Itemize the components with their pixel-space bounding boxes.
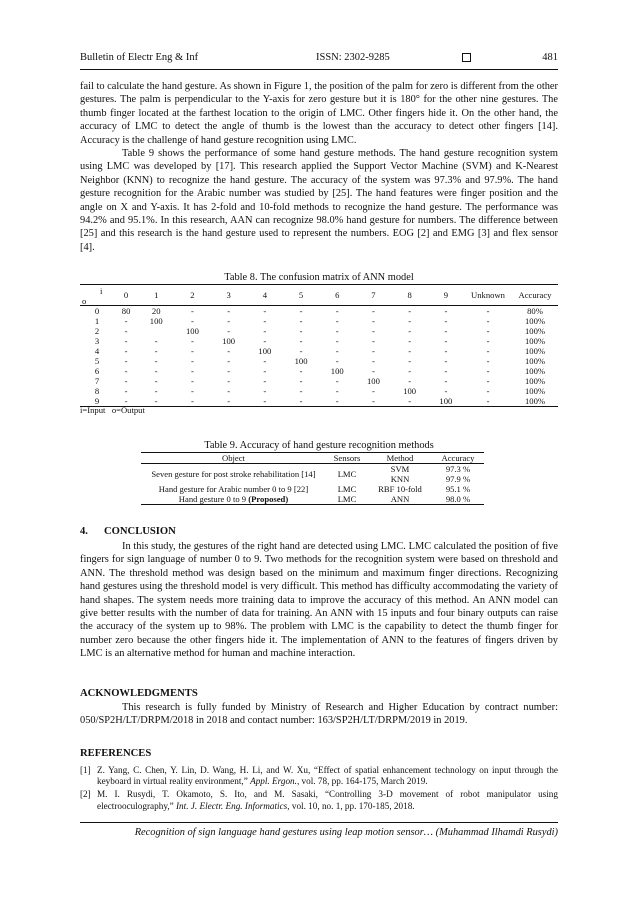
table8-cell: - bbox=[124, 356, 128, 366]
table8-row bbox=[80, 336, 558, 346]
table8-cell: - bbox=[486, 336, 490, 346]
table8-cell: - bbox=[486, 306, 490, 316]
table8-cell: - bbox=[392, 396, 428, 407]
table8-caption: Table 8. The confusion matrix of ANN model bbox=[224, 272, 414, 283]
table8-cell: - bbox=[190, 386, 194, 396]
table9-object: Seven gesture for post stroke rehabilitation [14] bbox=[151, 469, 316, 479]
table8-cell: - bbox=[174, 396, 210, 407]
table9-col-header: Object bbox=[141, 453, 326, 464]
table8-row-label: 9 bbox=[80, 396, 114, 407]
table8-cell: - bbox=[372, 356, 375, 366]
table8-cell bbox=[138, 326, 174, 336]
corner-input-label: i bbox=[100, 286, 103, 296]
table8-cell: 100 bbox=[149, 316, 163, 326]
acknowledgments-heading: ACKNOWLEDGMENTS bbox=[80, 688, 198, 699]
table8-cell: - bbox=[486, 316, 490, 326]
table9-accuracy: 98.0 % bbox=[432, 494, 484, 505]
reference-details: , vol. 78, pp. 164-175, March 2019. bbox=[296, 776, 428, 787]
table8-cell: 100 bbox=[185, 326, 199, 336]
table9-accuracy: 97.3 % bbox=[445, 464, 471, 474]
table8-cell: - bbox=[408, 366, 412, 376]
table8-cell: - bbox=[263, 376, 267, 386]
table8-cell: - bbox=[335, 346, 339, 356]
table8-cell: - bbox=[227, 356, 231, 366]
conclusion-paragraph: In this study, the gestures of the right hand are detected using LMC. LMC calculated the position of five fingers for sign language of number 0 to 9. Two methods for the recognition system were based on threshold and ANN. The threshold method was design based on the minimum and maximum finger directions. Recognizing hand gestures using the threshold model is very difficult. This method has difficulty accommodating the variety of hand shapes. The system needs more training data to improve the accuracy of this method. An ANN model can give better results with the number of data for training. An ANN with 15 inputs and four binary outputs can raise the accuracy of the system up to 98%. The problem with LMC is the capability to detect the thumb finger for number zero because the other fingers hide it. The implementation of ANN to the features of fingers driven by LMC is an alternative method for human and machine interaction. bbox=[80, 541, 558, 660]
table8-row-label: 4 bbox=[94, 346, 100, 356]
reference-number: [2] bbox=[80, 789, 91, 800]
table8-cell: 100 bbox=[222, 336, 236, 346]
table8-cell: - bbox=[408, 336, 412, 346]
table8-cell: 100 bbox=[294, 356, 308, 366]
references-heading: REFERENCES bbox=[80, 748, 152, 759]
table8-cell: - bbox=[263, 356, 267, 366]
running-header bbox=[80, 52, 558, 68]
table8-row-label: 8 bbox=[94, 386, 100, 396]
table8-row bbox=[80, 306, 558, 317]
table8-cell: 20 bbox=[151, 306, 161, 316]
table8-cell: - bbox=[299, 306, 303, 316]
table8-col-header: Unknown bbox=[464, 285, 512, 306]
table8-cell: 100% bbox=[524, 386, 546, 396]
table8-cell: - bbox=[299, 326, 303, 336]
table8-cell: - bbox=[190, 366, 194, 376]
table8-row bbox=[80, 356, 558, 366]
table8-cell: - bbox=[408, 346, 412, 356]
proposed-label: (Proposed) bbox=[248, 494, 289, 504]
table8-cell: - bbox=[154, 356, 158, 366]
table8-row-label: 0 bbox=[94, 306, 100, 316]
table8-cell: - bbox=[154, 346, 158, 356]
table8-row-label: 1 bbox=[94, 316, 100, 326]
table8-row bbox=[80, 346, 558, 356]
table8-header-row bbox=[80, 285, 558, 306]
table8-cell: - bbox=[190, 346, 194, 356]
reference-number: [1] bbox=[80, 765, 91, 775]
acknowledgments-paragraph: This research is fully funded by Ministry of Research and Higher Education by contract number: 050/SP2H/LT/DRPM/2018 in 2018 and contact number: 163/SP2H/LT/DRPM/2019 in 2019. bbox=[80, 702, 558, 727]
table8-cell: - bbox=[408, 316, 412, 326]
table9-object bbox=[141, 494, 326, 505]
header-rule bbox=[80, 69, 558, 70]
table8-cell: - bbox=[190, 336, 194, 346]
table8-cell: - bbox=[444, 376, 448, 386]
table8-cell: - bbox=[227, 326, 231, 336]
table8-cell: - bbox=[124, 336, 128, 346]
table8-cell: - bbox=[299, 366, 303, 376]
table8-cell: - bbox=[408, 376, 412, 386]
table8-cell: - bbox=[227, 346, 231, 356]
table8-row-label: 6 bbox=[94, 366, 100, 376]
body-paragraph-1: fail to calculate the hand gesture. As shown in Figure 1, the position of the palm for zero is different from the other gestures. The palm is perpendicular to the Y-axis for zero gesture but it is 180° for the other nine gestures. The thumb finger located at the farthest location to the origin of LMC. Other fingers hide it. On the other hand, the accuracy of LMC to detect the angle of thumb is the lowest than the accuracy to detect other fingers [14]. Accuracy is the challenge of hand gesture recognition using LMC. bbox=[80, 81, 558, 146]
journal-name: Bulletin of Electr Eng & Inf bbox=[80, 52, 199, 63]
table8-cell: - bbox=[408, 306, 412, 316]
table8-cell: - bbox=[486, 386, 490, 396]
table9-row bbox=[141, 494, 484, 505]
table8-cell: - bbox=[444, 336, 448, 346]
table8-cell: - bbox=[355, 396, 391, 407]
table8-cell: - bbox=[227, 306, 231, 316]
table8-cell: - bbox=[190, 306, 194, 316]
table8-cell: - bbox=[408, 326, 412, 336]
table8-cell: 100% bbox=[524, 326, 546, 336]
confusion-matrix-table bbox=[80, 284, 558, 407]
table8-cell: 100 bbox=[330, 366, 344, 376]
table8-row-label: 7 bbox=[94, 376, 100, 386]
table8-cell: 80 bbox=[121, 306, 131, 316]
table8-row bbox=[80, 366, 558, 376]
table8-cell: 100% bbox=[524, 316, 546, 326]
accuracy-table bbox=[141, 452, 484, 505]
table8-cell: - bbox=[154, 366, 158, 376]
table8-cell: - bbox=[372, 336, 375, 346]
table8-cell: - bbox=[154, 336, 158, 346]
table8-cell: - bbox=[154, 386, 158, 396]
table8-cell: 100% bbox=[524, 376, 546, 386]
table8-cell: - bbox=[263, 366, 267, 376]
table8-cell: - bbox=[227, 386, 231, 396]
reference-details: , vol. 10, no. 1, pp. 170-185, 2018. bbox=[287, 800, 415, 811]
table9-object-prefix: Hand gesture 0 to 9 bbox=[178, 494, 249, 504]
table9-caption: Table 9. Accuracy of hand gesture recognition methods bbox=[204, 440, 434, 451]
reference-text: M. I. Rusydi, T. Okamoto, S. Ito, and M. Sasaki, “Controlling 3-D movement of robot manipulator using electrooculography,” bbox=[97, 789, 558, 811]
table8-note: i=Input o=Output bbox=[80, 405, 145, 415]
table8-cell: - bbox=[335, 336, 339, 346]
table8-cell: - bbox=[335, 386, 339, 396]
body-paragraph-2: Table 9 shows the performance of some hand gesture methods. The hand gesture recognition system using LMC was developed by [17]. This research applied the Support Vector Machine (SVM) and K-Nearest Neighbor (KNN) to recognize the hand gesture. The accuracy of the system was 97.3% and 97.9%. The hand gesture recognition for the Arabic number was studied by [25]. The hand features were finger position and the angle on X and Y-axis. It has 2-fold and 10-fold methods to recognize the hand gesture. The performance was 94.2% and 95.1%. In this research, AAN can recognize 98.0% hand gesture for numbers. The difference between [25] and this research is the hand gesture used to represent the numbers. EOG [2] and EMG [3] and flex sensor [4]. bbox=[80, 148, 558, 253]
section-title: CONCLUSION bbox=[104, 526, 176, 537]
table8-col-header: Accuracy bbox=[512, 285, 558, 306]
table8-cell: - bbox=[227, 366, 231, 376]
table8-cell: - bbox=[299, 346, 303, 356]
table8-cell: - bbox=[486, 346, 490, 356]
references-list bbox=[80, 765, 558, 814]
table8-cell: - bbox=[408, 356, 412, 366]
table8-cell: - bbox=[299, 316, 303, 326]
table9-accuracy: 95.1 % bbox=[445, 484, 471, 494]
reference-text: Z. Yang, C. Chen, Y. Lin, D. Wang, H. Li, and W. Xu, “Effect of spatial enhancement technology on input through the keyboard in virtual reality environment,” bbox=[97, 765, 558, 787]
table8-col-header: 6 bbox=[319, 285, 355, 306]
table8-cell: - bbox=[299, 336, 303, 346]
table8-cell: - bbox=[227, 316, 231, 326]
running-footer: Recognition of sign language hand gestures using leap motion sensor… (Muhammad Ilhamdi Rusydi) bbox=[134, 827, 558, 838]
table8-cell: - bbox=[335, 316, 339, 326]
table8-cell: - bbox=[299, 376, 303, 386]
table8-cell: - bbox=[444, 346, 448, 356]
table8-cell: - bbox=[486, 376, 490, 386]
table8-cell: 100 bbox=[258, 346, 272, 356]
table8-cell: 100 bbox=[403, 386, 417, 396]
table8-cell: - bbox=[372, 366, 375, 376]
table8-cell: - bbox=[486, 356, 490, 366]
table8-cell: - bbox=[247, 396, 283, 407]
table8-cell: - bbox=[263, 316, 267, 326]
table8-cell: - bbox=[444, 306, 448, 316]
table9-col-header: Accuracy bbox=[432, 453, 484, 464]
table8-row-label: 2 bbox=[94, 326, 100, 336]
table8-cell: - bbox=[124, 376, 128, 386]
table9-row bbox=[141, 464, 484, 475]
table8-cell: - bbox=[114, 396, 138, 407]
table8-cell: - bbox=[486, 326, 490, 336]
table8-row bbox=[80, 326, 558, 336]
table8-cell: - bbox=[124, 346, 128, 356]
table8-cell: 100% bbox=[524, 346, 546, 356]
table8-cell: - bbox=[372, 346, 375, 356]
table9-method: KNN bbox=[390, 474, 410, 484]
table9-sensor: LMC bbox=[326, 494, 368, 505]
table8-cell: - bbox=[227, 376, 231, 386]
table8-cell: - bbox=[211, 396, 247, 407]
table8-cell: 100% bbox=[524, 356, 546, 366]
table8-cell: - bbox=[464, 396, 512, 407]
table8-cell: - bbox=[486, 366, 490, 376]
page-number: 481 bbox=[542, 52, 558, 63]
table8-cell: - bbox=[444, 326, 448, 336]
table8-cell: - bbox=[335, 356, 339, 366]
table8-cell: - bbox=[124, 316, 128, 326]
table8-cell: - bbox=[444, 366, 448, 376]
table9-method: SVM bbox=[390, 464, 410, 474]
table9-method: ANN bbox=[368, 494, 432, 505]
table8-cell: - bbox=[372, 306, 375, 316]
table8-cell: - bbox=[263, 306, 267, 316]
reference-item bbox=[80, 789, 558, 811]
reference-journal: Appl. Ergon. bbox=[250, 776, 297, 787]
conclusion-heading bbox=[80, 526, 176, 537]
table8-cell: - bbox=[263, 386, 267, 396]
table8-cell: - bbox=[190, 316, 194, 326]
table8-cell: 100% bbox=[524, 336, 546, 346]
table8-cell: 100 bbox=[367, 376, 380, 386]
table9-method: RBF 10-fold bbox=[378, 484, 422, 494]
table8-cell: - bbox=[190, 356, 194, 366]
table8-cell: - bbox=[263, 326, 267, 336]
table8-cell: - bbox=[319, 396, 355, 407]
corner-output-label: o bbox=[82, 296, 87, 306]
table8-cell: - bbox=[372, 316, 375, 326]
table9-sensor: LMC bbox=[337, 469, 357, 479]
table8-cell: - bbox=[372, 386, 375, 396]
checkbox-square-icon bbox=[462, 53, 471, 62]
table9-col-header: Method bbox=[368, 453, 432, 464]
table8-col-header: 8 bbox=[392, 285, 428, 306]
table8-corner-cell bbox=[80, 285, 114, 306]
table8-cell: - bbox=[283, 396, 319, 407]
table8-col-header: 0 bbox=[114, 285, 138, 306]
table8-cell: 100 bbox=[428, 396, 464, 407]
table8-cell: 100% bbox=[512, 396, 558, 407]
table8-row bbox=[80, 316, 558, 326]
table8-cell: - bbox=[263, 336, 267, 346]
table8-cell: - bbox=[299, 386, 303, 396]
table9-sensor: LMC bbox=[337, 484, 357, 494]
table8-cell: - bbox=[372, 326, 375, 336]
table8-cell: - bbox=[138, 396, 174, 407]
table8-cell: - bbox=[335, 306, 339, 316]
section-number: 4. bbox=[80, 526, 88, 537]
table8-cell: - bbox=[190, 376, 194, 386]
table8-cell: - bbox=[124, 386, 128, 396]
table8-row bbox=[80, 386, 558, 396]
table9-object: Hand gesture for Arabic number 0 to 9 [22] bbox=[158, 484, 309, 494]
table8-cell: - bbox=[154, 376, 158, 386]
issn: ISSN: 2302-9285 bbox=[316, 52, 390, 63]
table8-col-header: 5 bbox=[283, 285, 319, 306]
table9-row bbox=[141, 484, 484, 494]
table9-accuracy: 97.9 % bbox=[445, 474, 471, 484]
table8-cell: 80% bbox=[527, 306, 543, 316]
table8-cell: - bbox=[444, 356, 448, 366]
table8-col-header: 3 bbox=[211, 285, 247, 306]
table8-cell: - bbox=[124, 366, 128, 376]
table8-col-header: 2 bbox=[174, 285, 210, 306]
table8-cell: 100% bbox=[524, 366, 546, 376]
reference-item bbox=[80, 765, 558, 787]
table8-cell: - bbox=[335, 376, 339, 386]
table8-row bbox=[80, 376, 558, 386]
table8-row bbox=[80, 396, 558, 407]
table8-col-header: 9 bbox=[428, 285, 464, 306]
table8-col-header: 4 bbox=[247, 285, 283, 306]
table9-header-row bbox=[141, 453, 484, 464]
table8-cell: - bbox=[444, 386, 448, 396]
table8-cell: - bbox=[335, 326, 339, 336]
table8-cell: - bbox=[124, 326, 128, 336]
table8-col-header: 7 bbox=[355, 285, 391, 306]
table8-cell: - bbox=[444, 316, 448, 326]
footer-rule bbox=[80, 822, 558, 823]
reference-journal: Int. J. Electr. Eng. Informatics bbox=[176, 800, 288, 811]
table8-col-header: 1 bbox=[138, 285, 174, 306]
table8-row-label: 5 bbox=[94, 356, 100, 366]
table9-col-header: Sensors bbox=[326, 453, 368, 464]
table8-row-label: 3 bbox=[94, 336, 100, 346]
